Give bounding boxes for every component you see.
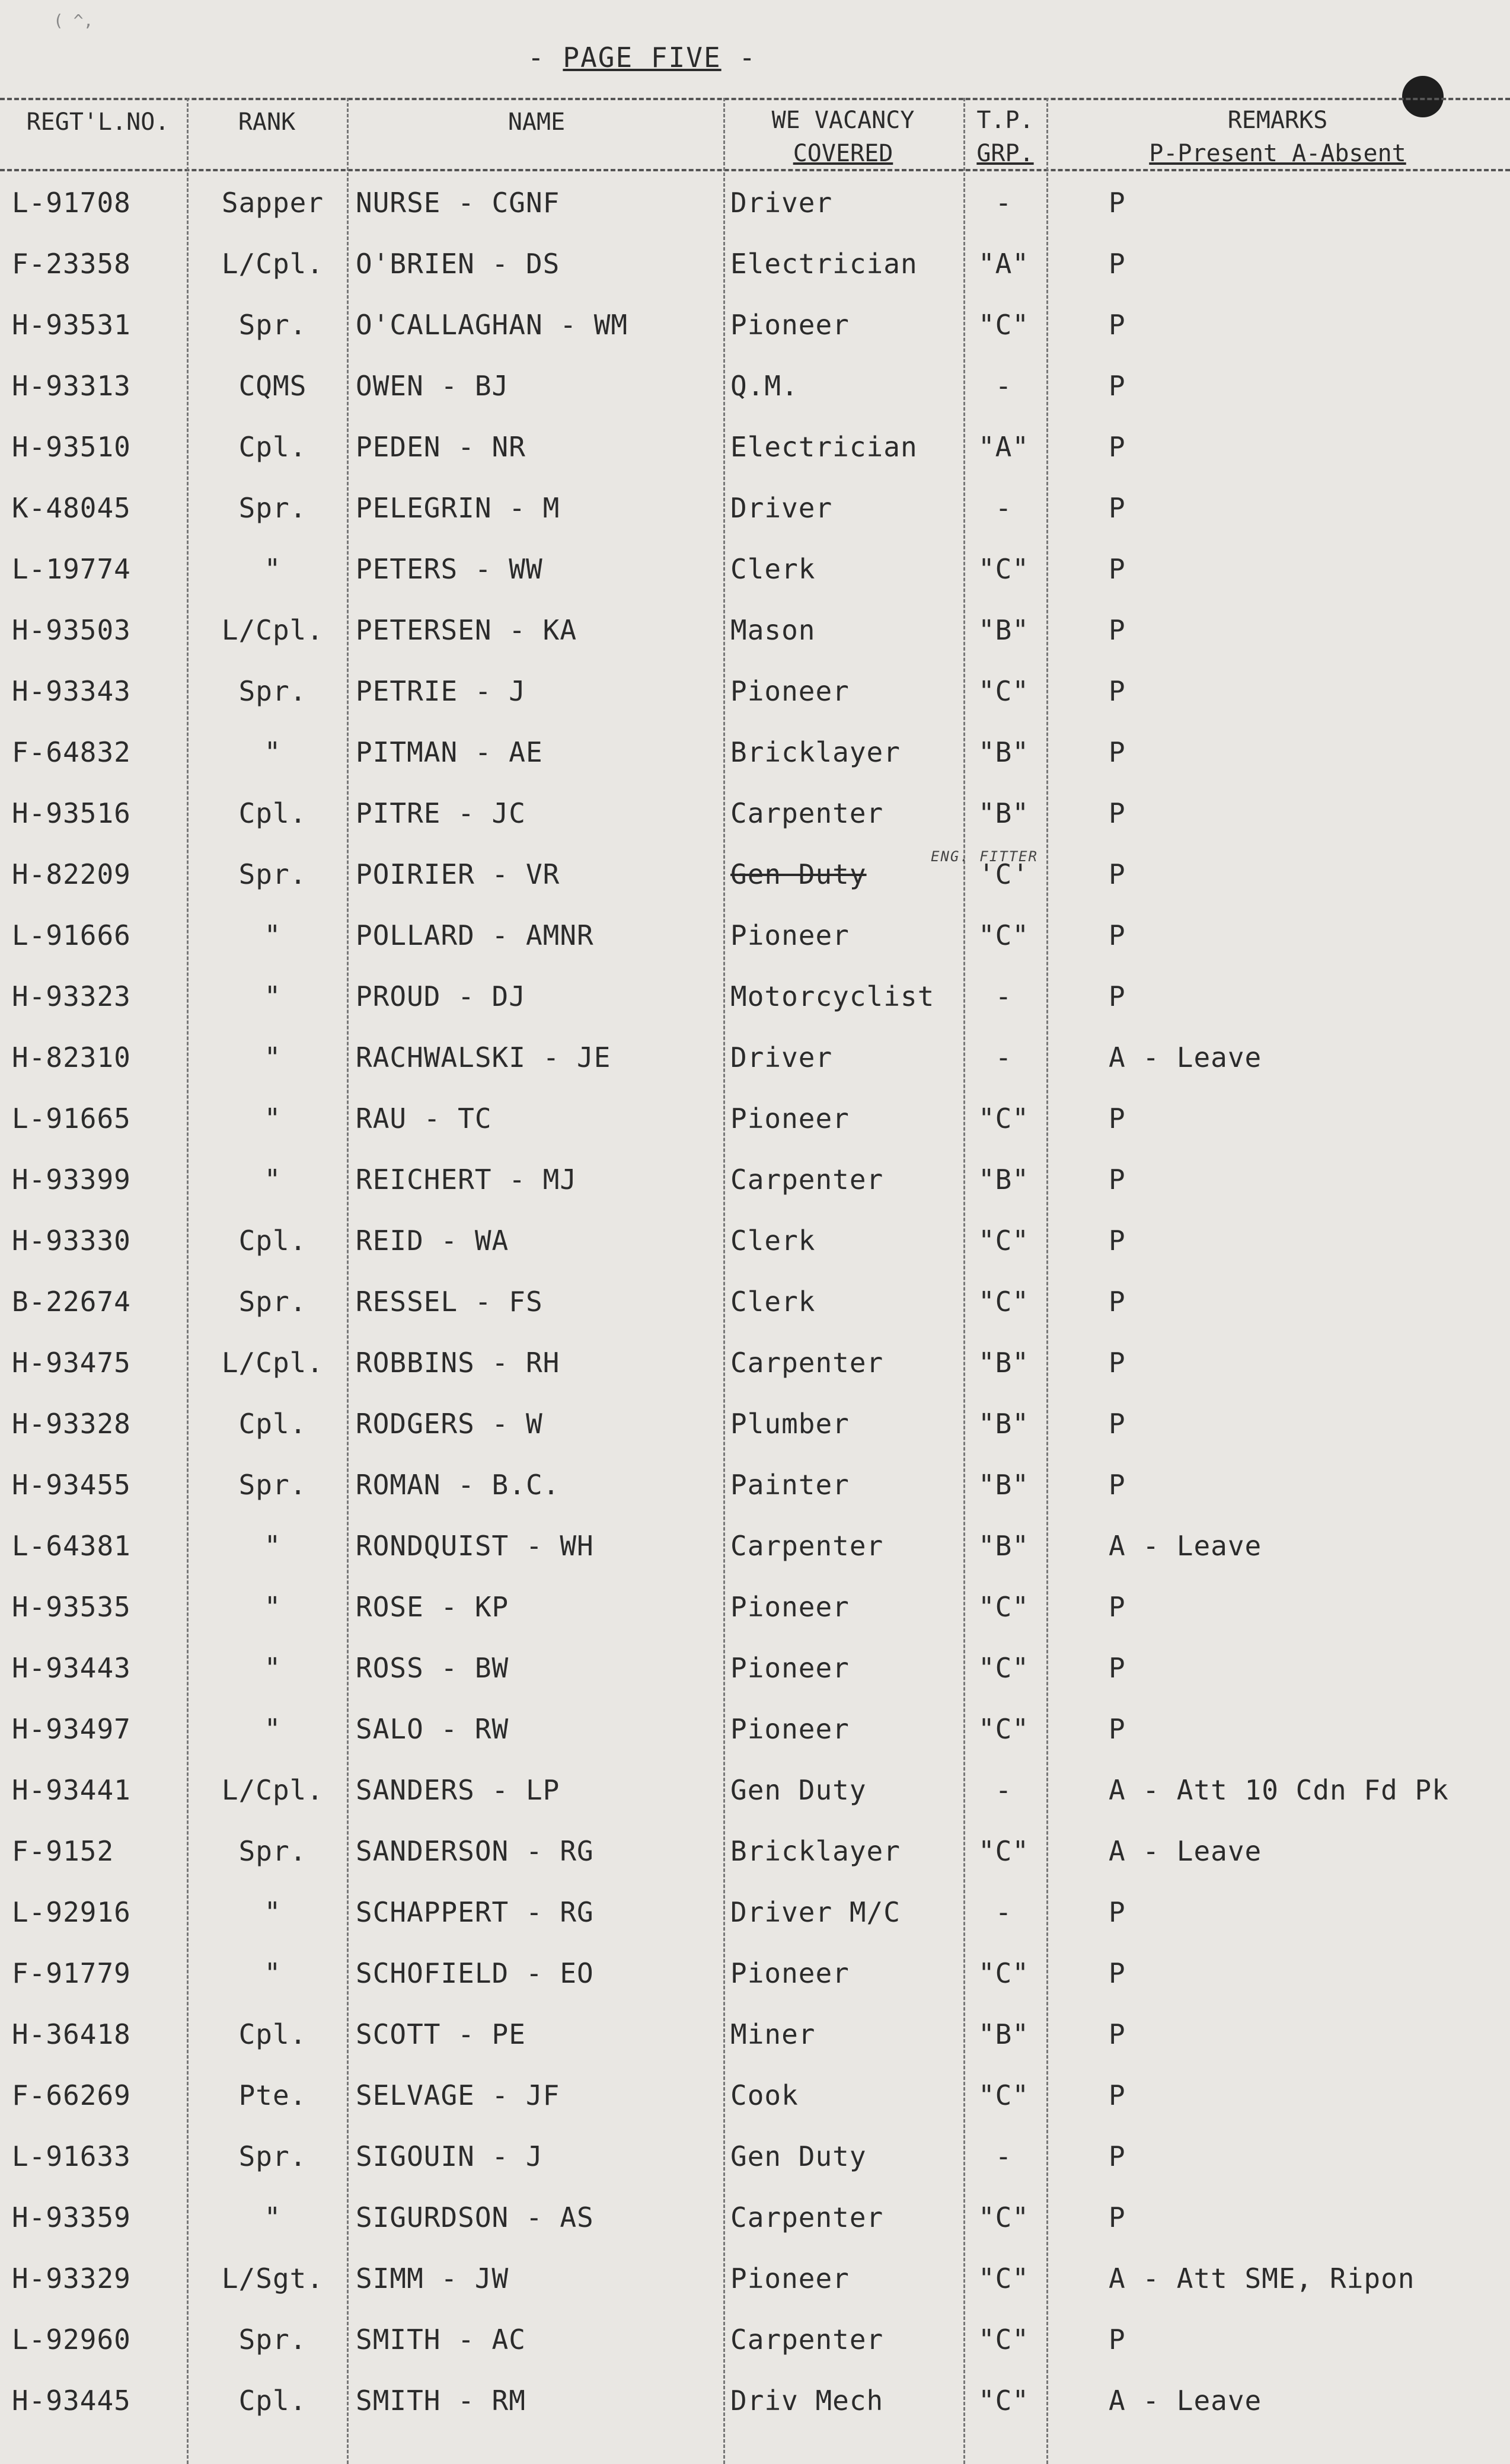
name: PITRE - JC bbox=[356, 797, 526, 829]
tp-group: "C" bbox=[978, 1713, 1030, 1745]
tp-group: "C" bbox=[978, 2385, 1030, 2417]
name: SIMM - JW bbox=[356, 2262, 509, 2294]
table-row bbox=[0, 2251, 1510, 2312]
tp-group: "C" bbox=[978, 309, 1030, 341]
remarks: A - Leave bbox=[1109, 1041, 1262, 1073]
tp-group: "C" bbox=[978, 553, 1030, 585]
regt-number: F-64832 bbox=[12, 736, 131, 768]
header-rank: RANK bbox=[238, 108, 296, 136]
rank: " bbox=[264, 919, 282, 951]
tp-group: "C" bbox=[978, 2262, 1030, 2294]
remarks: P bbox=[1109, 187, 1126, 219]
vacancy-covered: Carpenter bbox=[730, 797, 884, 829]
vacancy-covered: Q.M. bbox=[730, 370, 799, 402]
remarks: A - Att 10 Cdn Fd Pk bbox=[1109, 1774, 1449, 1806]
tp-group: "A" bbox=[978, 431, 1030, 463]
name: SELVAGE - JF bbox=[356, 2079, 560, 2111]
header-top-rule bbox=[0, 98, 1510, 100]
name: SCHOFIELD - EO bbox=[356, 1957, 594, 1989]
table-row bbox=[0, 2312, 1510, 2373]
remarks: P bbox=[1109, 1225, 1126, 1257]
table-row bbox=[0, 1823, 1510, 1884]
handwritten-correction: ENG. FITTER bbox=[931, 848, 1038, 865]
tp-group: "C" bbox=[978, 675, 1030, 707]
remarks: P bbox=[1109, 2018, 1126, 2050]
remarks: P bbox=[1109, 1469, 1126, 1501]
tp-group: "C" bbox=[978, 919, 1030, 951]
vacancy-covered: Bricklayer bbox=[730, 736, 901, 768]
tp-group: "A" bbox=[978, 248, 1030, 280]
regt-number: H-93343 bbox=[12, 675, 131, 707]
regt-number: H-93475 bbox=[12, 1347, 131, 1379]
rank: " bbox=[264, 980, 282, 1012]
rank: L/Cpl. bbox=[221, 614, 324, 646]
vacancy-covered: Gen Duty bbox=[730, 1774, 867, 1806]
name: RODGERS - W bbox=[356, 1408, 543, 1440]
regt-number: B-22674 bbox=[12, 1286, 131, 1318]
rank: " bbox=[264, 1591, 282, 1623]
table-row bbox=[0, 1701, 1510, 1762]
regt-number: H-93510 bbox=[12, 431, 131, 463]
remarks: P bbox=[1109, 1896, 1126, 1928]
rank: L/Cpl. bbox=[221, 248, 324, 280]
vacancy-covered: Carpenter bbox=[730, 2324, 884, 2356]
tp-group: "C" bbox=[978, 1957, 1030, 1989]
rank: CQMS bbox=[238, 370, 307, 402]
rank: Spr. bbox=[238, 1835, 307, 1867]
tp-group: "C" bbox=[978, 1225, 1030, 1257]
rank: Cpl. bbox=[238, 797, 307, 829]
remarks: P bbox=[1109, 309, 1126, 341]
name: RONDQUIST - WH bbox=[356, 1530, 594, 1562]
remarks: P bbox=[1109, 431, 1126, 463]
remarks: P bbox=[1109, 675, 1126, 707]
table-row bbox=[0, 724, 1510, 785]
regt-number: H-93443 bbox=[12, 1652, 131, 1684]
name: ROSE - KP bbox=[356, 1591, 509, 1623]
regt-number: H-93328 bbox=[12, 1408, 131, 1440]
rank: " bbox=[264, 1652, 282, 1684]
vacancy-covered: Clerk bbox=[730, 1286, 816, 1318]
tp-group: "B" bbox=[978, 797, 1030, 829]
regt-number: L-91666 bbox=[12, 919, 131, 951]
regt-number: F-9152 bbox=[12, 1835, 114, 1867]
remarks: P bbox=[1109, 2201, 1126, 2233]
table-row bbox=[0, 419, 1510, 480]
rank: Cpl. bbox=[238, 1225, 307, 1257]
rank: " bbox=[264, 553, 282, 585]
regt-number: L-92916 bbox=[12, 1896, 131, 1928]
tp-group: "C" bbox=[978, 1286, 1030, 1318]
name: SCOTT - PE bbox=[356, 2018, 526, 2050]
regt-number: H-93359 bbox=[12, 2201, 131, 2233]
table-row bbox=[0, 602, 1510, 663]
table-row bbox=[0, 785, 1510, 846]
regt-number: L-64381 bbox=[12, 1530, 131, 1562]
rank: Spr. bbox=[238, 1286, 307, 1318]
name: REICHERT - MJ bbox=[356, 1164, 577, 1196]
regt-number: L-91708 bbox=[12, 187, 131, 219]
table-row bbox=[0, 1457, 1510, 1518]
remarks: P bbox=[1109, 736, 1126, 768]
remarks: P bbox=[1109, 919, 1126, 951]
header-name: NAME bbox=[507, 108, 566, 136]
table-row bbox=[0, 358, 1510, 419]
remarks: P bbox=[1109, 1408, 1126, 1440]
remarks: P bbox=[1109, 1713, 1126, 1745]
name: PETERS - WW bbox=[356, 553, 543, 585]
rank: L/Sgt. bbox=[221, 2262, 324, 2294]
remarks: P bbox=[1109, 2140, 1126, 2172]
vacancy-covered: Painter bbox=[730, 1469, 850, 1501]
rank: " bbox=[264, 736, 282, 768]
vacancy-covered: Carpenter bbox=[730, 1530, 884, 1562]
remarks: P bbox=[1109, 1591, 1126, 1623]
name: PEDEN - NR bbox=[356, 431, 526, 463]
rank: " bbox=[264, 1102, 282, 1134]
remarks: P bbox=[1109, 797, 1126, 829]
header-tp-grp bbox=[965, 104, 1045, 170]
remarks: P bbox=[1109, 1652, 1126, 1684]
rank: Spr. bbox=[238, 309, 307, 341]
regt-number: L-19774 bbox=[12, 553, 131, 585]
regt-number: H-82310 bbox=[12, 1041, 131, 1073]
vacancy-covered: Driver bbox=[730, 492, 833, 524]
rank: Spr. bbox=[238, 2324, 307, 2356]
regt-number: L-91665 bbox=[12, 1102, 131, 1134]
name: POIRIER - VR bbox=[356, 858, 560, 890]
regt-number: H-82209 bbox=[12, 858, 131, 890]
name: REID - WA bbox=[356, 1225, 509, 1257]
page-title: - PAGE FIVE - bbox=[528, 41, 757, 73]
vacancy-covered: Gen Duty bbox=[730, 2140, 867, 2172]
table-row bbox=[0, 907, 1510, 969]
name: ROSS - BW bbox=[356, 1652, 509, 1684]
tp-group: "C" bbox=[978, 2324, 1030, 2356]
header-remarks-line1: REMARKS bbox=[1227, 107, 1328, 134]
regt-number: H-93330 bbox=[12, 1225, 131, 1257]
rank: Spr. bbox=[238, 1469, 307, 1501]
tp-group: "C" bbox=[978, 1102, 1030, 1134]
header-vacancy-line1: WE VACANCY bbox=[771, 107, 915, 134]
tp-group: "B" bbox=[978, 1530, 1030, 1562]
name: OWEN - BJ bbox=[356, 370, 509, 402]
name: ROMAN - B.C. bbox=[356, 1469, 560, 1501]
name: SANDERS - LP bbox=[356, 1774, 560, 1806]
header-vacancy bbox=[724, 104, 962, 170]
rank: Spr. bbox=[238, 858, 307, 890]
table-row bbox=[0, 2129, 1510, 2190]
rank: " bbox=[264, 1164, 282, 1196]
remarks: A - Att SME, Ripon bbox=[1109, 2262, 1415, 2294]
regt-number: H-93441 bbox=[12, 1774, 131, 1806]
name: RAU - TC bbox=[356, 1102, 492, 1134]
remarks: P bbox=[1109, 2079, 1126, 2111]
regt-number: H-93399 bbox=[12, 1164, 131, 1196]
vacancy-covered: Cook bbox=[730, 2079, 799, 2111]
table-row bbox=[0, 2190, 1510, 2251]
tp-group: "B" bbox=[978, 736, 1030, 768]
table-row bbox=[0, 1579, 1510, 1640]
rank: " bbox=[264, 1957, 282, 1989]
tp-group: - bbox=[995, 1896, 1013, 1928]
vacancy-covered: Pioneer bbox=[730, 919, 850, 951]
tp-group: "B" bbox=[978, 1408, 1030, 1440]
remarks: P bbox=[1109, 2324, 1126, 2356]
vacancy-covered: Motorcyclist bbox=[730, 980, 935, 1012]
tp-group: - bbox=[995, 1041, 1013, 1073]
remarks: P bbox=[1109, 1286, 1126, 1318]
rank: Cpl. bbox=[238, 2385, 307, 2417]
table-row bbox=[0, 1762, 1510, 1823]
remarks: P bbox=[1109, 858, 1126, 890]
name: SALO - RW bbox=[356, 1713, 509, 1745]
name: SIGURDSON - AS bbox=[356, 2201, 594, 2233]
name: RACHWALSKI - JE bbox=[356, 1041, 611, 1073]
table-row bbox=[0, 175, 1510, 236]
vacancy-covered: Pioneer bbox=[730, 1957, 850, 1989]
vacancy-covered: Bricklayer bbox=[730, 1835, 901, 1867]
vacancy-covered: Mason bbox=[730, 614, 816, 646]
vacancy-covered: Carpenter bbox=[730, 1164, 884, 1196]
tp-group: - bbox=[995, 980, 1013, 1012]
vacancy-covered: Miner bbox=[730, 2018, 816, 2050]
vacancy-covered: Driv Mech bbox=[730, 2385, 884, 2417]
regt-number: H-93531 bbox=[12, 309, 131, 341]
name: RESSEL - FS bbox=[356, 1286, 543, 1318]
name: SCHAPPERT - RG bbox=[356, 1896, 594, 1928]
rank: Cpl. bbox=[238, 1408, 307, 1440]
rank: Cpl. bbox=[238, 2018, 307, 2050]
regt-number: F-66269 bbox=[12, 2079, 131, 2111]
vacancy-covered: Carpenter bbox=[730, 2201, 884, 2233]
tp-group: - bbox=[995, 187, 1013, 219]
tp-group: "B" bbox=[978, 1469, 1030, 1501]
name: O'BRIEN - DS bbox=[356, 248, 560, 280]
vacancy-covered: Driver bbox=[730, 187, 833, 219]
vacancy-covered: Clerk bbox=[730, 1225, 816, 1257]
tp-group: "C" bbox=[978, 2201, 1030, 2233]
vacancy-covered: Electrician bbox=[730, 431, 918, 463]
name: PITMAN - AE bbox=[356, 736, 543, 768]
table-row bbox=[0, 1640, 1510, 1701]
tp-group: "B" bbox=[978, 2018, 1030, 2050]
table-row bbox=[0, 1945, 1510, 2006]
header-tp-line2: GRP. bbox=[976, 140, 1034, 167]
vacancy-covered: Pioneer bbox=[730, 1591, 850, 1623]
vacancy-covered: Driver M/C bbox=[730, 1896, 901, 1928]
header-vacancy-line2: COVERED bbox=[793, 140, 893, 167]
tp-group: "C" bbox=[978, 1835, 1030, 1867]
vacancy-covered: Pioneer bbox=[730, 1102, 850, 1134]
table-row bbox=[0, 1335, 1510, 1396]
regt-number: H-93535 bbox=[12, 1591, 131, 1623]
table-row bbox=[0, 480, 1510, 541]
regt-number: L-91633 bbox=[12, 2140, 131, 2172]
regt-number: F-91779 bbox=[12, 1957, 131, 1989]
table-row bbox=[0, 1213, 1510, 1274]
rank: L/Cpl. bbox=[221, 1774, 324, 1806]
rank: L/Cpl. bbox=[221, 1347, 324, 1379]
rank: Cpl. bbox=[238, 431, 307, 463]
regt-number: H-93497 bbox=[12, 1713, 131, 1745]
page-title-text: PAGE FIVE bbox=[563, 41, 722, 73]
table-row bbox=[0, 1274, 1510, 1335]
table-row bbox=[0, 2067, 1510, 2129]
tp-group: - bbox=[995, 1774, 1013, 1806]
name: ROBBINS - RH bbox=[356, 1347, 560, 1379]
rank: " bbox=[264, 1896, 282, 1928]
remarks: P bbox=[1109, 1347, 1126, 1379]
corner-mark: ( ^, bbox=[53, 11, 94, 30]
regt-number: L-92960 bbox=[12, 2324, 131, 2356]
name: PROUD - DJ bbox=[356, 980, 526, 1012]
rank: Spr. bbox=[238, 675, 307, 707]
rank: " bbox=[264, 2201, 282, 2233]
table-row bbox=[0, 846, 1510, 907]
vacancy-covered: Pioneer bbox=[730, 1713, 850, 1745]
table-row bbox=[0, 1091, 1510, 1152]
regt-number: H-93516 bbox=[12, 797, 131, 829]
remarks: P bbox=[1109, 492, 1126, 524]
regt-number: H-36418 bbox=[12, 2018, 131, 2050]
table-row bbox=[0, 1396, 1510, 1457]
regt-number: H-93455 bbox=[12, 1469, 131, 1501]
regt-number: H-93445 bbox=[12, 2385, 131, 2417]
tp-group: - bbox=[995, 370, 1013, 402]
remarks: P bbox=[1109, 553, 1126, 585]
table-row bbox=[0, 1030, 1510, 1091]
tp-group: "C" bbox=[978, 1652, 1030, 1684]
remarks: P bbox=[1109, 370, 1126, 402]
regt-number: F-23358 bbox=[12, 248, 131, 280]
regt-number: H-93503 bbox=[12, 614, 131, 646]
table-row bbox=[0, 1884, 1510, 1945]
remarks: P bbox=[1109, 248, 1126, 280]
rank: " bbox=[264, 1041, 282, 1073]
regt-number: H-93329 bbox=[12, 2262, 131, 2294]
tp-group: "B" bbox=[978, 1164, 1030, 1196]
regt-number: K-48045 bbox=[12, 492, 131, 524]
tp-group: "B" bbox=[978, 614, 1030, 646]
table-row bbox=[0, 2373, 1510, 2434]
tp-group: 'C' bbox=[978, 858, 1030, 890]
table-row bbox=[0, 297, 1510, 358]
table-row bbox=[0, 1518, 1510, 1579]
name: SIGOUIN - J bbox=[356, 2140, 543, 2172]
header-regt-no: REGT'L.NO. bbox=[26, 108, 170, 136]
vacancy-covered: Pioneer bbox=[730, 309, 850, 341]
name: SMITH - AC bbox=[356, 2324, 526, 2356]
table-row bbox=[0, 1152, 1510, 1213]
vacancy-covered: Driver bbox=[730, 1041, 833, 1073]
remarks: P bbox=[1109, 1102, 1126, 1134]
rank: " bbox=[264, 1530, 282, 1562]
remarks: P bbox=[1109, 614, 1126, 646]
rank: Sapper bbox=[221, 187, 324, 219]
name: SMITH - RM bbox=[356, 2385, 526, 2417]
vacancy-covered: Carpenter bbox=[730, 1347, 884, 1379]
rank: Pte. bbox=[238, 2079, 307, 2111]
table-row bbox=[0, 2006, 1510, 2067]
vacancy-covered: Pioneer bbox=[730, 675, 850, 707]
remarks: P bbox=[1109, 1957, 1126, 1989]
vacancy-covered: Gen Duty bbox=[730, 858, 867, 890]
vacancy-covered: Pioneer bbox=[730, 1652, 850, 1684]
vacancy-covered: Plumber bbox=[730, 1408, 850, 1440]
rank: Spr. bbox=[238, 492, 307, 524]
table-row bbox=[0, 236, 1510, 297]
name: O'CALLAGHAN - WM bbox=[356, 309, 628, 341]
table-row bbox=[0, 663, 1510, 724]
remarks: A - Leave bbox=[1109, 2385, 1262, 2417]
remarks: A - Leave bbox=[1109, 1835, 1262, 1867]
vacancy-covered: Electrician bbox=[730, 248, 918, 280]
vacancy-covered: Pioneer bbox=[730, 2262, 850, 2294]
name: SANDERSON - RG bbox=[356, 1835, 594, 1867]
tp-group: "B" bbox=[978, 1347, 1030, 1379]
header-tp-line1: T.P. bbox=[976, 107, 1034, 134]
name: POLLARD - AMNR bbox=[356, 919, 594, 951]
remarks: P bbox=[1109, 980, 1126, 1012]
name: PETERSEN - KA bbox=[356, 614, 577, 646]
header-remarks-line2: P-Present A-Absent bbox=[1149, 140, 1406, 167]
table-row bbox=[0, 541, 1510, 602]
tp-group: "C" bbox=[978, 1591, 1030, 1623]
rank: " bbox=[264, 1713, 282, 1745]
regt-number: H-93313 bbox=[12, 370, 131, 402]
rank: Spr. bbox=[238, 2140, 307, 2172]
regt-number: H-93323 bbox=[12, 980, 131, 1012]
tp-group: - bbox=[995, 2140, 1013, 2172]
name: PETRIE - J bbox=[356, 675, 526, 707]
vacancy-covered: Clerk bbox=[730, 553, 816, 585]
header-remarks bbox=[1052, 104, 1503, 170]
remarks: P bbox=[1109, 1164, 1126, 1196]
remarks: A - Leave bbox=[1109, 1530, 1262, 1562]
name: NURSE - CGNF bbox=[356, 187, 560, 219]
name: PELEGRIN - M bbox=[356, 492, 560, 524]
table-row bbox=[0, 969, 1510, 1030]
tp-group: "C" bbox=[978, 2079, 1030, 2111]
tp-group: - bbox=[995, 492, 1013, 524]
